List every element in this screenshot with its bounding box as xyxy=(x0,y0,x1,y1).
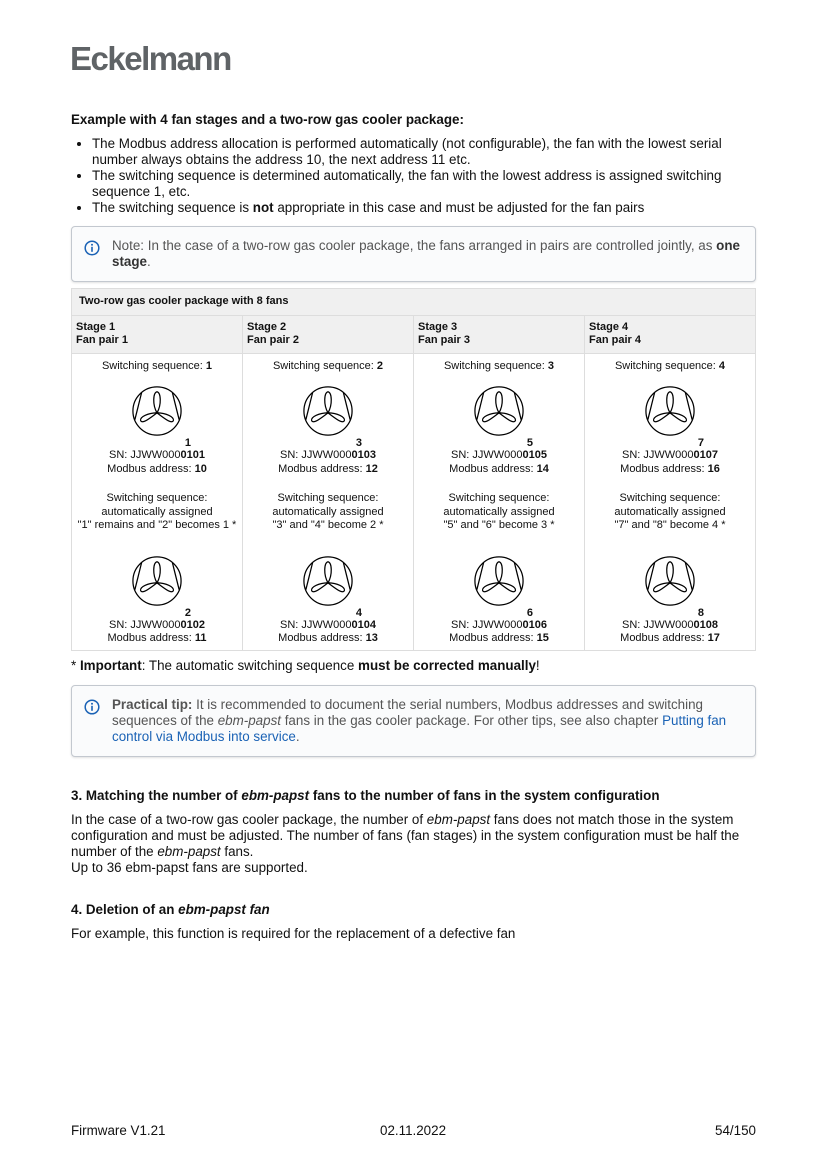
serial-number: SN: JJWW0000108 xyxy=(622,618,718,631)
sequence-note: Switching sequence: automatically assigned "7" and "8" become 4 * xyxy=(614,492,726,531)
serial-number: SN: JJWW0000105 xyxy=(451,449,547,461)
bullet-item: • The switching sequence is determined automatically, the fan with the lowest address is assigned switching sequence 1, etc. xyxy=(92,168,756,200)
table-caption: Two-row gas cooler package with 8 fans xyxy=(72,289,756,316)
fan-number: 5 xyxy=(526,437,533,449)
stage-cell xyxy=(585,353,756,650)
modbus-address: Modbus address: 13 xyxy=(278,632,378,644)
modbus-address: Modbus address: 10 xyxy=(107,462,207,475)
section-4-text: For example, this function is required for the replacement of a defective fan xyxy=(71,925,516,941)
stage-cell xyxy=(72,353,243,650)
stage-cell xyxy=(414,353,585,650)
fan-icon xyxy=(630,555,710,619)
section-3-text: In the case of a two-row gas cooler package, the number of ebm-papst fans does not match those in the system configuration and must be adjusted. The number of fans (fan stages) in the system configuration must be half the number of the ebm-papst fans. xyxy=(71,811,740,859)
fan-pair-label: Fan pair 4 xyxy=(589,334,641,346)
info-icon xyxy=(84,699,100,719)
note-box: Note: In the case of a two-row gas cooler package, the fans arranged in pairs are controlled jointly, as one stage. xyxy=(71,226,756,282)
fan-icon xyxy=(288,385,368,449)
stage-label: Stage 2 xyxy=(247,320,287,333)
fan-number: 8 xyxy=(697,606,704,619)
example-heading: Example with 4 fan stages and a two-row gas cooler package: xyxy=(71,112,464,127)
practical-tip-box: Practical tip: It is recommended to document the serial numbers, Modbus addresses and switching sequences of the ebm-papst fans in the gas cooler package. For other tips, see also chapter Putting fan control via Modbus into service. xyxy=(71,685,756,757)
footer-date: 02.11.2022 xyxy=(380,1123,447,1138)
fan-number: 6 xyxy=(526,606,533,619)
fan-number: 7 xyxy=(697,437,704,449)
bullet-item: • The switching sequence is not appropriate in this case and must be adjusted for the fan pairs xyxy=(92,200,756,216)
fan-number: 2 xyxy=(184,606,191,619)
section-3-text-2: Up to 36 ebm-papst fans are supported. xyxy=(71,859,308,875)
sequence-note: Switching sequence: automatically assigned "3" and "4" become 2 * xyxy=(272,492,384,531)
switching-sequence: Switching sequence: 1 xyxy=(101,359,213,372)
modbus-address: Modbus address: 12 xyxy=(278,462,378,475)
stage-header xyxy=(414,315,585,353)
bullet-item: • The Modbus address allocation is performed automatically (not configurable), the fan with the lowest serial number always obtains the address 10, the next address 11 etc. xyxy=(92,136,756,168)
fan-pair-label: Fan pair 1 xyxy=(76,334,128,346)
stage-label: Stage 1 xyxy=(76,320,116,333)
serial-number: SN: JJWW0000104 xyxy=(280,618,376,631)
stage-header xyxy=(585,315,756,353)
fan-icon xyxy=(459,385,539,449)
section-3-heading: 3. Matching the number of ebm-papst fans to the number of fans in the system configuration xyxy=(71,787,660,803)
stage-cell xyxy=(243,353,414,650)
section-4 xyxy=(71,902,756,942)
fan-number: 4 xyxy=(355,606,362,619)
page-content xyxy=(71,112,756,942)
serial-number: SN: JJWW0000106 xyxy=(451,618,547,631)
serial-number: SN: JJWW0000102 xyxy=(109,618,205,631)
modbus-address: Modbus address: 14 xyxy=(449,462,549,475)
stage-header xyxy=(72,315,243,353)
chapter-link[interactable]: Putting fan control via Modbus into service xyxy=(112,712,727,744)
fan-icon xyxy=(117,385,197,449)
serial-number: SN: JJWW0000107 xyxy=(622,449,718,461)
serial-number: SN: JJWW0000103 xyxy=(280,449,376,461)
fan-icon xyxy=(630,385,710,449)
modbus-address: Modbus address: 11 xyxy=(107,632,207,644)
eckelmann-logo: Eckelmann xyxy=(70,40,231,77)
footer-firmware: Firmware V1.21 xyxy=(71,1123,166,1138)
important-note: * Important: The automatic switching sequence must be corrected manually! xyxy=(71,657,540,673)
sequence-note: Switching sequence: automatically assigned "1" remains and "2" becomes 1 * xyxy=(77,492,237,531)
switching-sequence: Switching sequence: 4 xyxy=(614,359,726,372)
sequence-note: Switching sequence: automatically assigned "5" and "6" become 3 * xyxy=(443,492,555,531)
serial-number: SN: JJWW0000101 xyxy=(109,449,205,461)
switching-sequence: Switching sequence: 2 xyxy=(272,359,384,372)
bullet-list xyxy=(71,136,756,216)
switching-sequence: Switching sequence: 3 xyxy=(443,359,555,372)
stage-label: Stage 4 xyxy=(589,320,629,333)
modbus-address: Modbus address: 16 xyxy=(620,462,720,475)
fan-icon xyxy=(459,555,539,619)
fan-pair-label: Fan pair 3 xyxy=(418,334,470,346)
fan-icon xyxy=(117,555,197,619)
fan-number: 3 xyxy=(355,437,362,449)
footer-page-number: 54/150 xyxy=(715,1123,756,1138)
stage-header xyxy=(243,315,414,353)
fan-pair-label: Fan pair 2 xyxy=(247,334,299,346)
modbus-address: Modbus address: 17 xyxy=(620,632,720,644)
modbus-address: Modbus address: 15 xyxy=(449,632,549,644)
section-3 xyxy=(71,788,756,876)
fan-number: 1 xyxy=(184,437,191,449)
fan-icon xyxy=(288,555,368,619)
fan-table xyxy=(71,288,756,651)
section-4-heading: 4. Deletion of an ebm-papst fan xyxy=(71,901,270,917)
info-icon xyxy=(84,240,100,260)
stage-label: Stage 3 xyxy=(418,320,458,333)
